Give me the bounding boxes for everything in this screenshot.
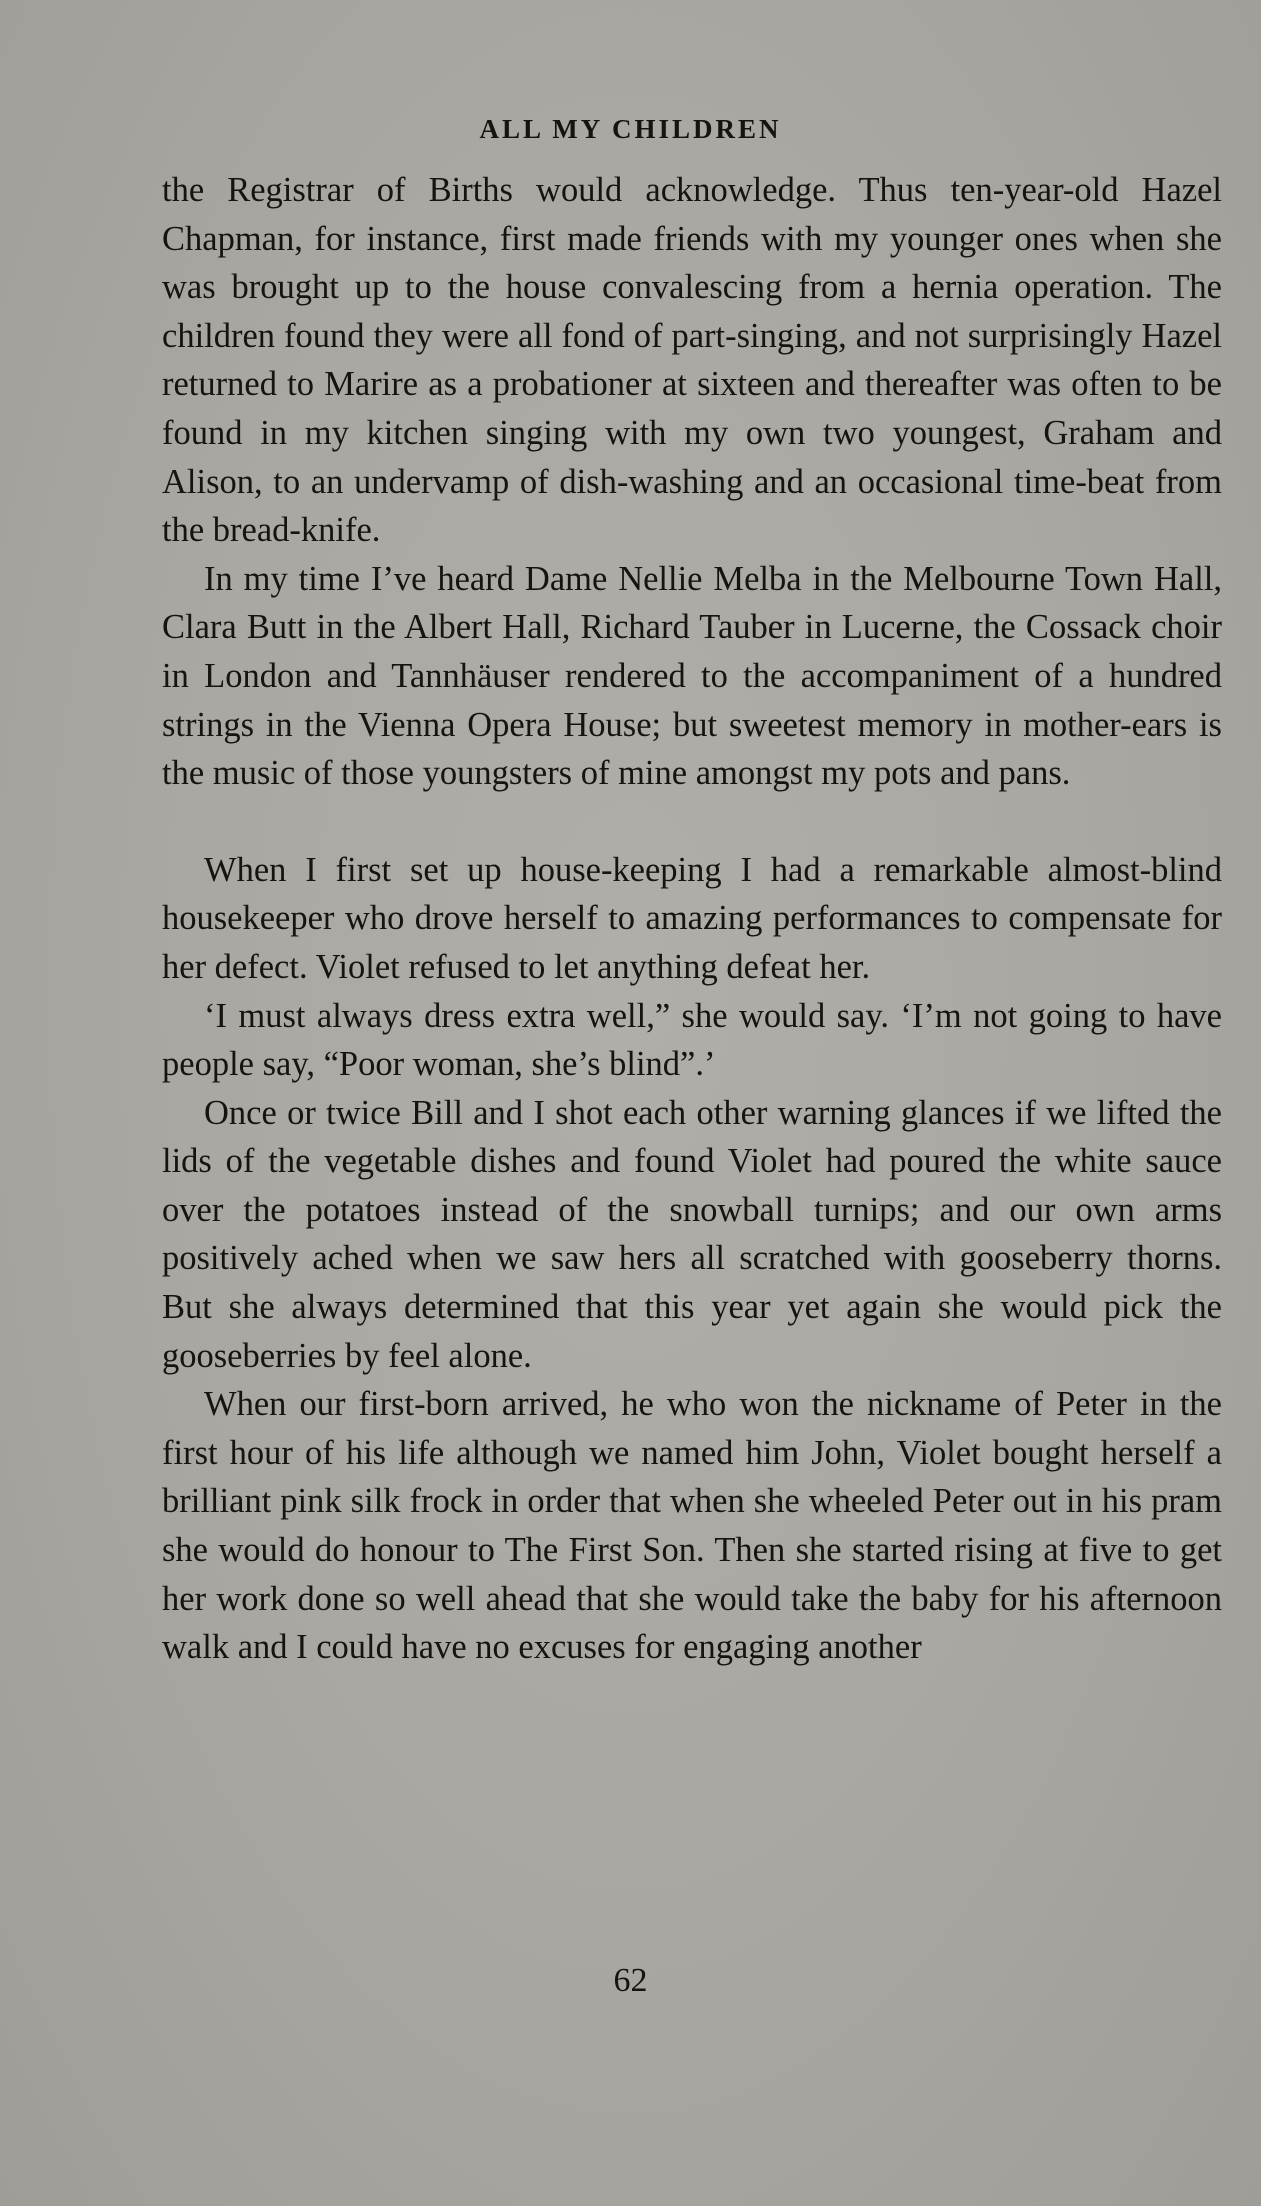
- paragraph-housekeeper: When I first set up house-keeping I had a remarkable almost-blind housekeeper who drove herself to amazing performances to compensate for her defect. Violet refused to let anything defeat her.: [162, 850, 1222, 986]
- paragraph-melba: In my time I’ve heard Dame Nellie Melba in the Melbourne Town Hall, Clara Butt in the Albert Hall, Richard Tauber in Lucerne, the Cossack choir in London and Tannhäuser rendered to the accompaniment of a hundred strings in the Vienna Opera House; but sweetest memory in mother-ears is the music of those youngsters of mine amongst my pots and pans.: [162, 559, 1222, 793]
- paragraph-gooseberries: Once or twice Bill and I shot each other warning glances if we lifted the lids of the vegetable dishes and found Violet had poured the white sauce over the potatoes instead of the snowball turnips; and our own arms positively ached when we saw hers all scratched with gooseberry thorns. But she always determined that this year yet again she would pick the gooseberries by feel alone.: [162, 1093, 1222, 1375]
- running-head: ALL MY CHILDREN: [479, 114, 782, 144]
- paragraph-registrar: the Registrar of Births would acknowledge. Thus ten-year-old Hazel Chapman, for instance, first made friends with my younger ones when she was brought up to the house convalescing from a hernia operation. The children found they were all fond of part-singing, and not surprisingly Hazel returned to Marire as a probationer at sixteen and thereafter was often to be found in my kitchen singing with my own two youngest, Graham and Alison, to an undervamp of dish-washing and an occasional time-beat from the bread-knife.: [162, 171, 1222, 550]
- page-number: 62: [613, 1962, 648, 1999]
- section-break: [162, 798, 1222, 846]
- paragraph-dress-quote: ‘I must always dress extra well,” she would say. ‘I’m not going to have people say, “Poor woman, she’s blind”.’: [162, 996, 1222, 1084]
- body-text: [162, 166, 1222, 1672]
- paragraph-first-born: When our first-born arrived, he who won the nickname of Peter in the first hour of his life although we named him John, Violet bought herself a brilliant pink silk frock in order that when she wheeled Peter out in his pram she would do honour to The First Son. Then she started rising at five to get her work done so well ahead that she would take the baby for his afternoon walk and I could have no excuses for engaging another: [162, 1385, 1222, 1667]
